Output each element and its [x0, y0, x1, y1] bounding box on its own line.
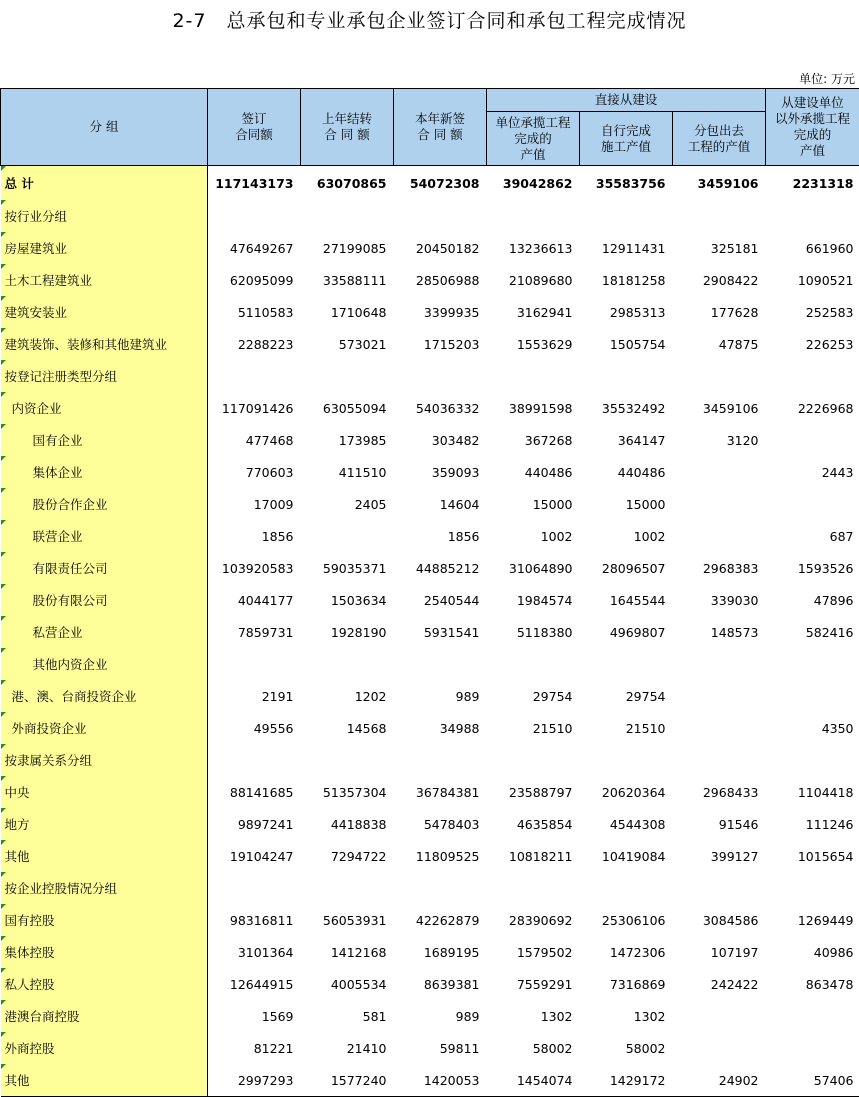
cell-col-7: 57406: [766, 1064, 859, 1097]
cell-col-3: 11809525: [394, 840, 487, 872]
cell-col-2: 581: [301, 1000, 394, 1032]
cell-col-1: 98316811: [208, 904, 301, 936]
cell-col-7: 863478: [766, 968, 859, 1000]
cell-col-7: 1593526: [766, 552, 859, 584]
cell-col-7: 111246: [766, 808, 859, 840]
cell-col-2: 14568: [301, 712, 394, 744]
row-label: 港澳台商控股: [1, 1000, 208, 1032]
cell-col-4: 39042862: [487, 166, 580, 201]
cell-col-5: 4544308: [580, 808, 673, 840]
row-label: 国有企业: [1, 424, 208, 456]
cell-col-5: 21510: [580, 712, 673, 744]
cell-col-3: 5478403: [394, 808, 487, 840]
cell-col-3: 989: [394, 1000, 487, 1032]
cell-col-7: 2231318: [766, 166, 859, 201]
cell-col-7: [766, 488, 859, 520]
table-row: [1, 264, 859, 296]
cell-col-6: [673, 648, 766, 680]
cell-col-4: 367268: [487, 424, 580, 456]
cell-col-6: [673, 1032, 766, 1064]
unit-label: 单位: 万元: [799, 70, 855, 87]
cell-col-6: 339030: [673, 584, 766, 616]
table-row: [1, 968, 859, 1000]
row-label: 外商投资企业: [1, 712, 208, 744]
table-header: [1, 89, 859, 166]
cell-col-4: [487, 872, 580, 904]
cell-col-4: [487, 200, 580, 232]
cell-col-2: 173985: [301, 424, 394, 456]
cell-col-7: 687: [766, 520, 859, 552]
cell-col-5: 364147: [580, 424, 673, 456]
cell-col-2: 573021: [301, 328, 394, 360]
cell-col-2: 59035371: [301, 552, 394, 584]
cell-col-6: [673, 1000, 766, 1032]
cell-col-5: [580, 648, 673, 680]
data-table: [0, 88, 859, 1097]
cell-col-7: 2226968: [766, 392, 859, 424]
cell-col-3: 1420053: [394, 1064, 487, 1097]
cell-col-4: 10818211: [487, 840, 580, 872]
cell-col-1: 1569: [208, 1000, 301, 1032]
cell-col-7: [766, 424, 859, 456]
cell-col-7: 47896: [766, 584, 859, 616]
cell-col-3: [394, 360, 487, 392]
cell-col-4: 23588797: [487, 776, 580, 808]
cell-col-5: 1645544: [580, 584, 673, 616]
cell-col-3: 8639381: [394, 968, 487, 1000]
row-label: 私营企业: [1, 616, 208, 648]
cell-col-2: 1412168: [301, 936, 394, 968]
cell-col-3: 3399935: [394, 296, 487, 328]
cell-col-5: 1302: [580, 1000, 673, 1032]
cell-col-4: 5118380: [487, 616, 580, 648]
table-row: [1, 1032, 859, 1064]
header-group: 分 组: [1, 89, 208, 166]
cell-col-2: 2405: [301, 488, 394, 520]
cell-col-6: [673, 488, 766, 520]
cell-col-1: [208, 744, 301, 776]
cell-col-6: 47875: [673, 328, 766, 360]
cell-col-1: 88141685: [208, 776, 301, 808]
table-body: [1, 166, 859, 1097]
table-row: [1, 904, 859, 936]
cell-col-2: 4005534: [301, 968, 394, 1000]
cell-col-5: 28096507: [580, 552, 673, 584]
cell-col-3: 42262879: [394, 904, 487, 936]
row-label: 其他内资企业: [1, 648, 208, 680]
cell-col-5: 58002: [580, 1032, 673, 1064]
cell-col-2: [301, 360, 394, 392]
cell-col-5: 18181258: [580, 264, 673, 296]
cell-col-2: 51357304: [301, 776, 394, 808]
cell-col-4: [487, 648, 580, 680]
cell-col-5: 20620364: [580, 776, 673, 808]
table-row: [1, 488, 859, 520]
cell-col-4: 1553629: [487, 328, 580, 360]
cell-col-3: 303482: [394, 424, 487, 456]
cell-col-5: 1505754: [580, 328, 673, 360]
cell-col-2: 33588111: [301, 264, 394, 296]
cell-col-1: 117091426: [208, 392, 301, 424]
cell-col-1: [208, 360, 301, 392]
cell-col-2: 1577240: [301, 1064, 394, 1097]
cell-col-6: 3459106: [673, 392, 766, 424]
table-row: [1, 296, 859, 328]
cell-col-7: [766, 1000, 859, 1032]
cell-col-3: 34988: [394, 712, 487, 744]
cell-col-3: [394, 872, 487, 904]
row-label: 国有控股: [1, 904, 208, 936]
header-self-done: 自行完成 施工产值: [580, 112, 673, 166]
row-label: 内资企业: [1, 392, 208, 424]
cell-col-3: [394, 200, 487, 232]
cell-col-6: 107197: [673, 936, 766, 968]
row-label: 房屋建筑业: [1, 232, 208, 264]
cell-col-4: 1302: [487, 1000, 580, 1032]
cell-col-3: 1715203: [394, 328, 487, 360]
cell-col-5: 12911431: [580, 232, 673, 264]
cell-col-3: 14604: [394, 488, 487, 520]
cell-col-5: 10419084: [580, 840, 673, 872]
row-label: 地方: [1, 808, 208, 840]
cell-col-6: 3084586: [673, 904, 766, 936]
cell-col-2: 63070865: [301, 166, 394, 201]
cell-col-2: [301, 648, 394, 680]
cell-col-4: 7559291: [487, 968, 580, 1000]
cell-col-4: 58002: [487, 1032, 580, 1064]
cell-col-7: 582416: [766, 616, 859, 648]
row-label: 建筑安装业: [1, 296, 208, 328]
row-label: 港、澳、台商投资企业: [1, 680, 208, 712]
cell-col-4: 38991598: [487, 392, 580, 424]
table-row: [1, 808, 859, 840]
cell-col-3: 5931541: [394, 616, 487, 648]
header-carryover: 上年结转 合 同 额: [301, 89, 394, 166]
header-new-signed: 本年新签 合 同 额: [394, 89, 487, 166]
cell-col-4: 13236613: [487, 232, 580, 264]
cell-col-3: 36784381: [394, 776, 487, 808]
cell-col-2: 4418838: [301, 808, 394, 840]
cell-col-6: [673, 520, 766, 552]
header-contract: 签订 合同额: [208, 89, 301, 166]
total-row: [1, 166, 859, 201]
cell-col-2: [301, 520, 394, 552]
cell-col-7: 661960: [766, 232, 859, 264]
cell-col-1: 103920583: [208, 552, 301, 584]
cell-col-4: 4635854: [487, 808, 580, 840]
header-direct: 单位承揽工程 完成的 产值: [487, 112, 580, 166]
cell-col-5: 440486: [580, 456, 673, 488]
cell-col-3: 59811: [394, 1032, 487, 1064]
cell-col-4: 28390692: [487, 904, 580, 936]
cell-col-7: [766, 200, 859, 232]
header-other: 从建设单位 以外承揽工程 完成的 产值: [766, 89, 859, 166]
cell-col-7: [766, 648, 859, 680]
cell-col-2: 1928190: [301, 616, 394, 648]
cell-col-5: 35532492: [580, 392, 673, 424]
row-label: 私人控股: [1, 968, 208, 1000]
cell-col-1: 2997293: [208, 1064, 301, 1097]
row-label: 其他: [1, 1064, 208, 1097]
cell-col-6: 91546: [673, 808, 766, 840]
cell-col-5: [580, 872, 673, 904]
cell-col-2: 27199085: [301, 232, 394, 264]
cell-col-6: 148573: [673, 616, 766, 648]
cell-col-1: 117143173: [208, 166, 301, 201]
cell-col-6: 24902: [673, 1064, 766, 1097]
cell-col-3: [394, 744, 487, 776]
cell-col-4: 29754: [487, 680, 580, 712]
cell-col-7: 1015654: [766, 840, 859, 872]
cell-col-1: 9897241: [208, 808, 301, 840]
table-row: [1, 840, 859, 872]
row-label: 其他: [1, 840, 208, 872]
table-row: [1, 712, 859, 744]
cell-col-7: 1104418: [766, 776, 859, 808]
cell-col-1: [208, 648, 301, 680]
table-row: [1, 424, 859, 456]
cell-col-5: [580, 360, 673, 392]
cell-col-1: 81221: [208, 1032, 301, 1064]
cell-col-2: 56053931: [301, 904, 394, 936]
cell-col-5: 29754: [580, 680, 673, 712]
cell-col-6: 2908422: [673, 264, 766, 296]
row-label: 联营企业: [1, 520, 208, 552]
cell-col-1: 2288223: [208, 328, 301, 360]
cell-col-1: 4044177: [208, 584, 301, 616]
header-subcontract: 分包出去 工程的产值: [673, 112, 766, 166]
cell-col-7: [766, 1032, 859, 1064]
cell-col-4: 1454074: [487, 1064, 580, 1097]
cell-col-3: 359093: [394, 456, 487, 488]
table-row: [1, 648, 859, 680]
cell-col-6: 399127: [673, 840, 766, 872]
cell-col-4: 21510: [487, 712, 580, 744]
cell-col-1: 2191: [208, 680, 301, 712]
cell-col-5: 1002: [580, 520, 673, 552]
cell-col-5: [580, 744, 673, 776]
cell-col-1: 17009: [208, 488, 301, 520]
cell-col-4: 21089680: [487, 264, 580, 296]
table-row: [1, 328, 859, 360]
cell-col-1: 49556: [208, 712, 301, 744]
table-row: [1, 936, 859, 968]
table-row: [1, 584, 859, 616]
row-label: 按登记注册类型分组: [1, 360, 208, 392]
cell-col-2: 1202: [301, 680, 394, 712]
cell-col-2: 7294722: [301, 840, 394, 872]
cell-col-5: 7316869: [580, 968, 673, 1000]
cell-col-1: 12644915: [208, 968, 301, 1000]
cell-col-3: 2540544: [394, 584, 487, 616]
cell-col-3: 20450182: [394, 232, 487, 264]
cell-col-7: 252583: [766, 296, 859, 328]
cell-col-1: 7859731: [208, 616, 301, 648]
cell-col-2: 411510: [301, 456, 394, 488]
cell-col-6: 2968433: [673, 776, 766, 808]
cell-col-4: 31064890: [487, 552, 580, 584]
cell-col-1: 47649267: [208, 232, 301, 264]
page-title: 2-7 总承包和专业承包企业签订合同和承包工程完成情况: [0, 6, 859, 33]
cell-col-4: 3162941: [487, 296, 580, 328]
row-label: 按隶属关系分组: [1, 744, 208, 776]
cell-col-2: [301, 744, 394, 776]
cell-col-6: [673, 200, 766, 232]
cell-col-4: 440486: [487, 456, 580, 488]
cell-col-7: [766, 744, 859, 776]
cell-col-3: 1856: [394, 520, 487, 552]
table-row: [1, 1064, 859, 1097]
cell-col-1: [208, 200, 301, 232]
cell-col-6: 3459106: [673, 166, 766, 201]
table-row: [1, 616, 859, 648]
header-direct-top: 直接从建设: [487, 89, 766, 112]
section-row: [1, 872, 859, 904]
cell-col-4: [487, 360, 580, 392]
cell-col-1: 770603: [208, 456, 301, 488]
cell-col-7: 2443: [766, 456, 859, 488]
cell-col-7: 40986: [766, 936, 859, 968]
row-label: 外商控股: [1, 1032, 208, 1064]
cell-col-1: 5110583: [208, 296, 301, 328]
row-label: 集体企业: [1, 456, 208, 488]
row-label: 建筑装饰、装修和其他建筑业: [1, 328, 208, 360]
table-row: [1, 1000, 859, 1032]
cell-col-7: [766, 872, 859, 904]
cell-col-7: 4350: [766, 712, 859, 744]
cell-col-6: [673, 456, 766, 488]
cell-col-2: [301, 872, 394, 904]
section-row: [1, 744, 859, 776]
row-label: 股份合作企业: [1, 488, 208, 520]
cell-col-6: 325181: [673, 232, 766, 264]
cell-col-1: 62095099: [208, 264, 301, 296]
cell-col-6: [673, 680, 766, 712]
table-row: [1, 520, 859, 552]
cell-col-1: [208, 872, 301, 904]
cell-col-6: [673, 744, 766, 776]
cell-col-4: 1579502: [487, 936, 580, 968]
cell-col-2: 21410: [301, 1032, 394, 1064]
cell-col-6: 242422: [673, 968, 766, 1000]
cell-col-4: 1984574: [487, 584, 580, 616]
cell-col-7: [766, 680, 859, 712]
table-row: [1, 392, 859, 424]
cell-col-1: 19104247: [208, 840, 301, 872]
row-label: 有限责任公司: [1, 552, 208, 584]
row-label: 按企业控股情况分组: [1, 872, 208, 904]
cell-col-7: 1269449: [766, 904, 859, 936]
cell-col-4: [487, 744, 580, 776]
cell-col-5: 1429172: [580, 1064, 673, 1097]
cell-col-6: [673, 872, 766, 904]
cell-col-2: 1503634: [301, 584, 394, 616]
table-row: [1, 456, 859, 488]
cell-col-3: 54036332: [394, 392, 487, 424]
row-label: 中央: [1, 776, 208, 808]
cell-col-1: 1856: [208, 520, 301, 552]
table-row: [1, 552, 859, 584]
cell-col-3: 989: [394, 680, 487, 712]
cell-col-2: 63055094: [301, 392, 394, 424]
table-row: [1, 776, 859, 808]
cell-col-4: 1002: [487, 520, 580, 552]
cell-col-2: 1710648: [301, 296, 394, 328]
cell-col-5: 15000: [580, 488, 673, 520]
cell-col-2: [301, 200, 394, 232]
cell-col-5: 25306106: [580, 904, 673, 936]
cell-col-5: [580, 200, 673, 232]
row-label: 集体控股: [1, 936, 208, 968]
cell-col-3: 28506988: [394, 264, 487, 296]
cell-col-6: 3120: [673, 424, 766, 456]
cell-col-7: [766, 360, 859, 392]
row-label: 总 计: [1, 166, 208, 201]
cell-col-4: 15000: [487, 488, 580, 520]
cell-col-3: 54072308: [394, 166, 487, 201]
section-row: [1, 200, 859, 232]
cell-col-6: [673, 712, 766, 744]
cell-col-3: [394, 648, 487, 680]
cell-col-1: 477468: [208, 424, 301, 456]
cell-col-5: 2985313: [580, 296, 673, 328]
cell-col-5: 1472306: [580, 936, 673, 968]
cell-col-5: 4969807: [580, 616, 673, 648]
cell-col-7: 1090521: [766, 264, 859, 296]
cell-col-6: 2968383: [673, 552, 766, 584]
row-label: 按行业分组: [1, 200, 208, 232]
cell-col-3: 44885212: [394, 552, 487, 584]
cell-col-3: 1689195: [394, 936, 487, 968]
cell-col-5: 35583756: [580, 166, 673, 201]
section-row: [1, 360, 859, 392]
cell-col-1: 3101364: [208, 936, 301, 968]
table-row: [1, 680, 859, 712]
row-label: 土木工程建筑业: [1, 264, 208, 296]
cell-col-6: [673, 360, 766, 392]
row-label: 股份有限公司: [1, 584, 208, 616]
table-row: [1, 232, 859, 264]
cell-col-7: 226253: [766, 328, 859, 360]
cell-col-6: 177628: [673, 296, 766, 328]
